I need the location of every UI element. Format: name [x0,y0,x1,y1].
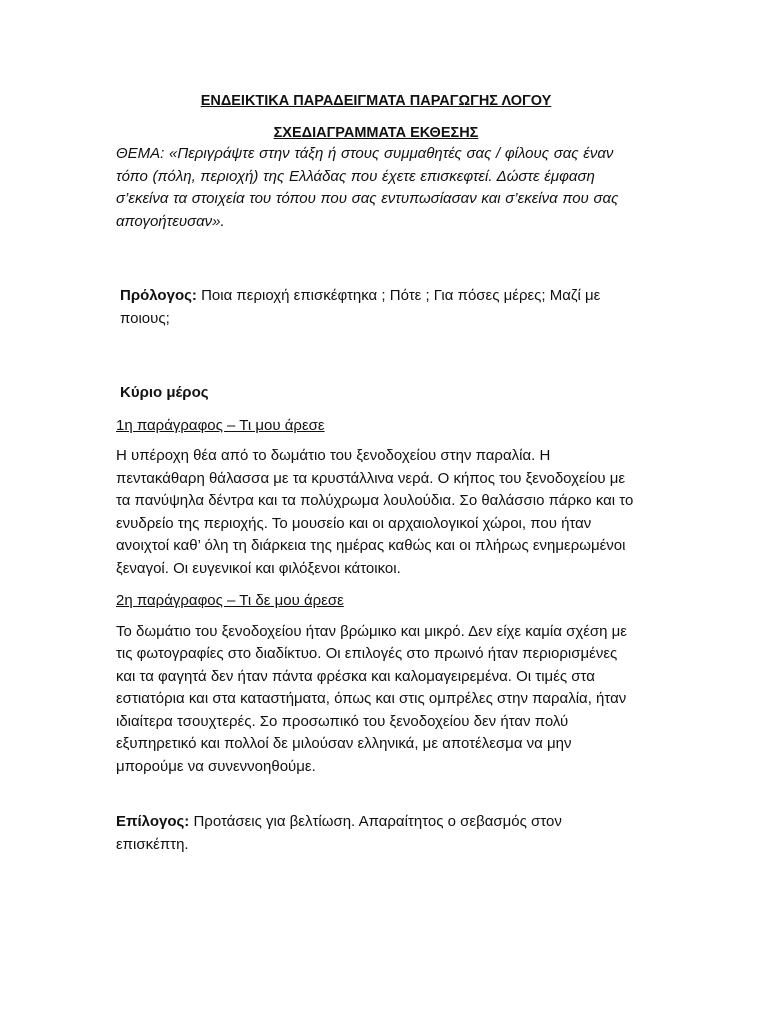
main-body-heading: Κύριο μέρος [120,384,209,401]
paragraph-2-text: Το δωμάτιο του ξενοδοχείου ήταν βρώμικο και μικρό. Δεν είχε καμία σχέση με τις φωτογραφίες στο διαδίκτυο. Οι επιλογές στο πρωινό ήταν περιορισμένες και τα φαγητά δεν ήταν πάντα φρέσκα και καλομαγειρεμένα. Οι τιμές στα εστιατόρια και στα καταστήματα, όπως και στις ομπρέλες στην παραλία, ήταν ιδιαίτερα τσουχτερές. Σο προσωπικό του ξενοδοχείου δεν ήταν πολύ εξυπηρετικό και πολλοί δε μιλούσαν ελληνικά, με αποτέλεσμα να μην μπορούμε να συνεννοηθούμε. [116,622,627,775]
epilogue-label: Επίλογος: [116,813,190,830]
document-body [116,88,636,856]
prologue-section [116,285,636,330]
prologue-label: Πρόλογος: [120,287,197,304]
prologue-text: Ποια περιοχή επισκέφτηκα ; Πότε ; Για πόσες μέρες; Μαζί με ποιους; [120,287,601,327]
paragraph-1-text: Η υπέροχη θέα από το δωμάτιο του ξενοδοχείου στην παραλία. Η πεντακάθαρη θάλασσα με τα κρυστάλλινα νερά. Ο κήπος του ξενοδοχείου με τα πανύψηλα δέντρα και τα πολύχρωμα λουλούδια. Σο θαλάσσιο πάρκο και το ενυδρείο της περιοχής. Το μουσείο και οι αρχαιολογικοί χώροι, που ήταν ανοιχτοί καθ’ όλη τη διάρκεια της ημέρας καθώς και οι πλήρως ενημερωμένοι ξεναγοί. Οι ευγενικοί και φιλόξενοι κάτοικοι. [116,447,634,577]
paragraph-2-title: 2η παράγραφος – Τι δε μου άρεσε [116,592,344,609]
epilogue-section [116,811,636,856]
essay-theme: ΘΕΜΑ: «Περιγράψτε στην τάξη ή στους συμμαθητές σας / φίλους σας έναν τόπο (πόλη, περιοχή) της Ελλάδας που έχετε επισκεφτεί. Δώστε έμφαση σ’εκείνα τα στοιχεία του τόπου που σας εντυπωσίασαν και σ’εκείνα που σας απογοήτευσαν». [116,145,619,230]
paragraph-1-title: 1η παράγραφος – Τι μου άρεσε [116,416,325,434]
document-subtitle: ΣΧΕΔΙΑΓΡΑΜΜΑΤΑ ΕΚΘΕΣΗΣ [273,125,479,141]
epilogue-text: Προτάσεις για βελτίωση. Απαραίτητος ο σεβασμός στον επισκέπτη. [116,813,562,853]
document-title: ΕΝΔΕΙΚΤΙΚΑ ΠΑΡΑΔΕΙΓΜΑΤΑ ΠΑΡΑΓΩΓΗΣ ΛΟΓΟΥ [200,93,552,109]
